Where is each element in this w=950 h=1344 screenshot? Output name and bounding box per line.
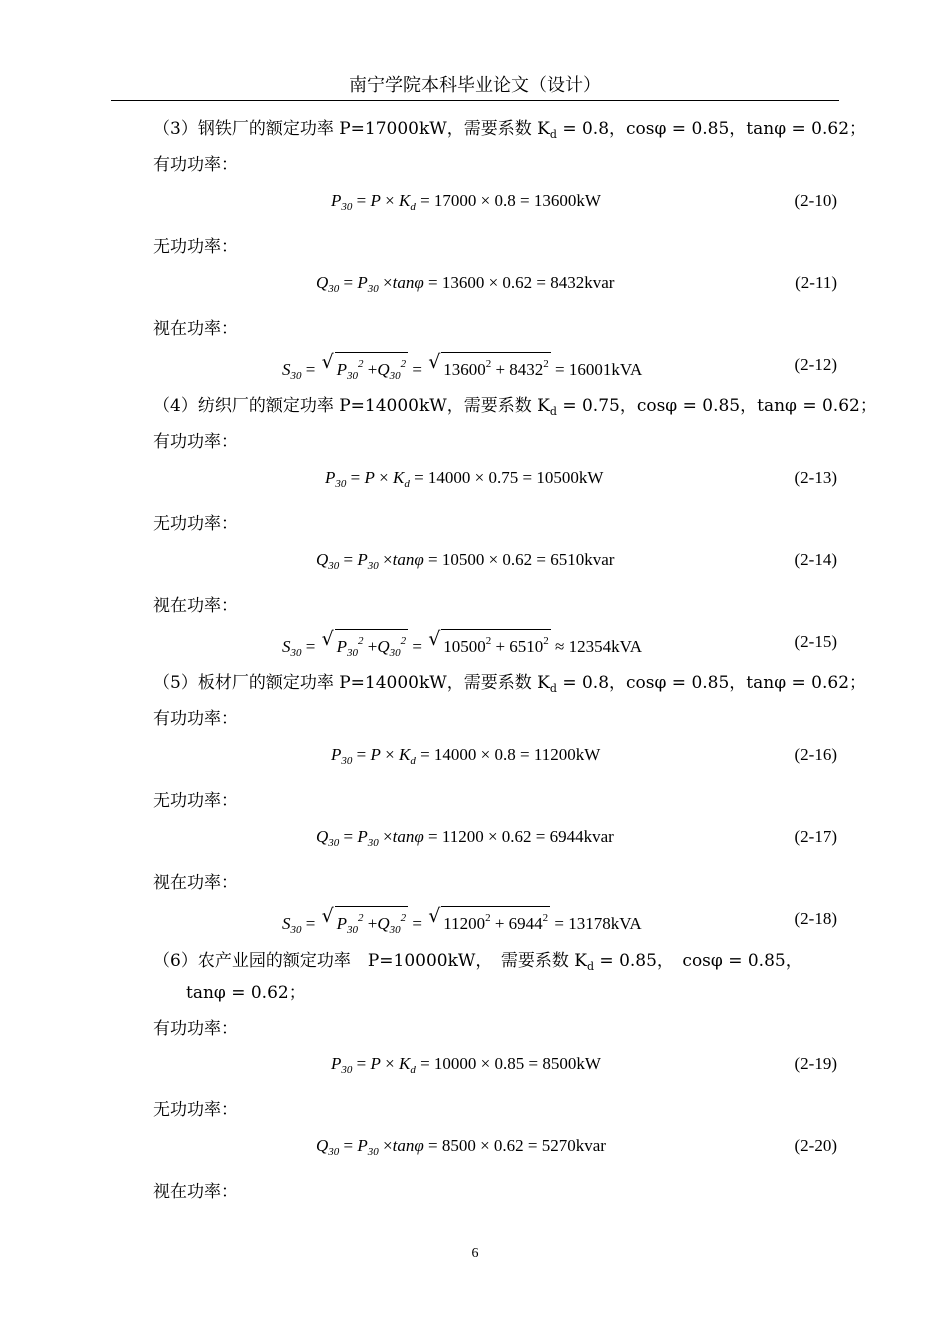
section-3-intro: （3）钢铁厂的额定功率 P=17000kW，需要系数 $K_d = 0.8$，cosφ = 0.85，tanφ = 0.62； — [153, 119, 867, 141]
equation-number: (2-15) — [794, 632, 837, 651]
equation-number: (2-17) — [794, 827, 837, 846]
section-3-reactive-label: 无功功率： — [153, 237, 238, 257]
equation-number: (2-18) — [794, 909, 837, 928]
section-3-active-label: 有功功率： — [153, 155, 238, 175]
running-header: 南宁学院本科毕业论文（设计） — [349, 75, 601, 96]
section-6-active-label: 有功功率： — [153, 1019, 238, 1039]
section-5-intro: （5）板材厂的额定功率 P=14000kW，需要系数 $K_d = 0.8$，cosφ = 0.85，tanφ = 0.62； — [153, 673, 867, 695]
section-5-apparent-label: 视在功率： — [153, 873, 238, 893]
equation-number: (2-11) — [795, 273, 837, 292]
equation-number: (2-13) — [794, 468, 837, 487]
section-6-reactive-label: 无功功率： — [153, 1100, 238, 1120]
equation-number: (2-14) — [794, 550, 837, 569]
section-6-intro: （6）农产业园的额定功率 P=10000kW， 需要系数 $K_d = 0.85$， cosφ = 0.85， — [153, 951, 803, 973]
section-5-reactive-label: 无功功率： — [153, 791, 238, 811]
equation-number: (2-16) — [794, 745, 837, 764]
equation-number: (2-19) — [794, 1054, 837, 1073]
page-number: 6 — [471, 1246, 479, 1261]
section-5-active-label: 有功功率： — [153, 709, 238, 729]
section-4-active-label: 有功功率： — [153, 432, 238, 452]
equation-number: (2-10) — [794, 191, 837, 210]
equation-number: (2-12) — [794, 355, 837, 374]
equation-number: (2-20) — [794, 1136, 837, 1155]
section-4-reactive-label: 无功功率： — [153, 514, 238, 534]
section-4-apparent-label: 视在功率： — [153, 596, 238, 616]
section-3-apparent-label: 视在功率： — [153, 319, 238, 339]
header-rule — [111, 100, 839, 101]
section-6-apparent-label: 视在功率： — [153, 1182, 238, 1202]
section-4-intro: （4）纺织厂的额定功率 P=14000kW，需要系数 $K_d = 0.75$，cosφ = 0.85，tanφ = 0.62； — [153, 396, 877, 418]
section-6-intro-line2: tanφ = 0.62； — [186, 983, 306, 1003]
